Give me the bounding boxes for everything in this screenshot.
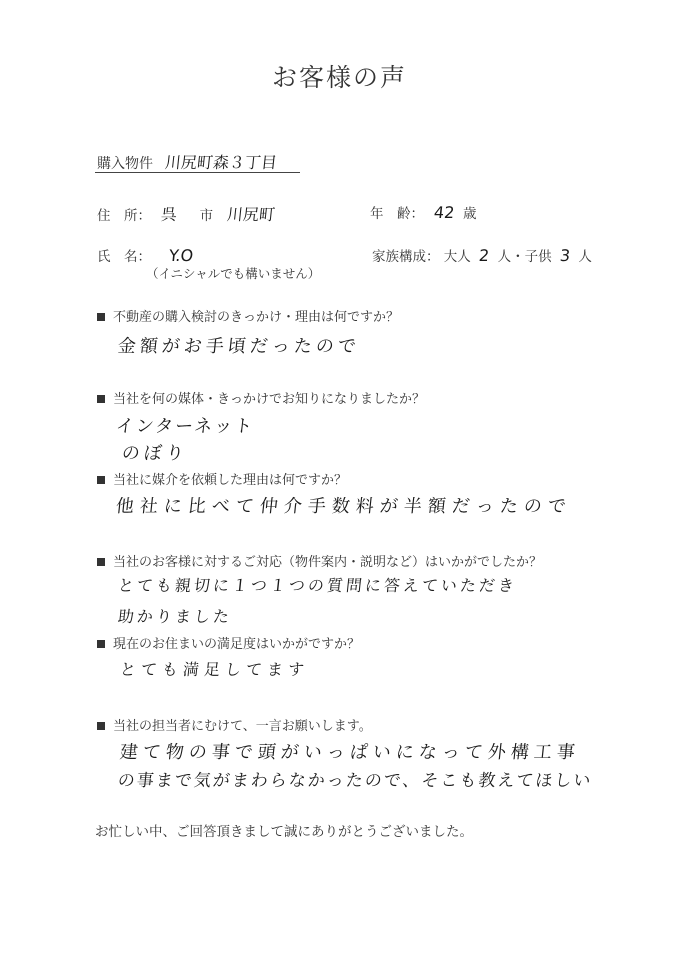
answer-5-line-1: とても満足してます xyxy=(118,660,310,679)
question-3: 当社に媒介を依頼した理由は何ですか？ xyxy=(97,469,347,488)
address-city-suffix: 市 xyxy=(199,208,214,224)
address-town: 川尻町 xyxy=(226,205,277,224)
family-label: 家族構成： xyxy=(372,249,440,265)
age-value: 42 xyxy=(433,203,456,222)
answer-4-line-1: とても親切に１つ１つの質問に答えていただき xyxy=(116,576,518,595)
question-5: 現在のお住まいの満足度はいかがですか？ xyxy=(97,633,360,652)
bullet-square-icon xyxy=(97,722,105,730)
family-adults-suffix: 人・子供 xyxy=(497,249,552,265)
question-6: 当社の担当者にむけて、一言お願いします。 xyxy=(97,715,372,734)
age-label: 年 齢： xyxy=(370,206,424,222)
property-field xyxy=(97,150,277,173)
family-children-value: 3 xyxy=(558,246,572,265)
page-title: お客様の声 xyxy=(271,63,407,92)
property-underline xyxy=(95,172,300,173)
answer-6-line-1: 建て物の事で頭がいっぱいになって外構工事 xyxy=(118,742,581,763)
bullet-square-icon xyxy=(97,558,105,566)
age-suffix: 歳 xyxy=(462,206,477,222)
answer-3-line-1: 他社に比べて仲介手数料が半額だったので xyxy=(114,496,573,517)
address-field xyxy=(97,202,275,225)
property-label: 購入物件 xyxy=(97,156,153,172)
answer-2-line-1: インターネット xyxy=(114,416,256,437)
answer-1-line-1: 金額がお手頃だったので xyxy=(116,336,361,357)
answer-6-line-2: の事まで気がまわらなかったので、そこも教えてほしい xyxy=(116,771,594,791)
name-field xyxy=(97,245,194,265)
family-adults-value: 2 xyxy=(478,246,491,265)
address-city: 呉 xyxy=(160,205,179,224)
question-2: 当社を何の媒体・きっかけでお知りになりましたか？ xyxy=(97,388,425,407)
question-1: 不動産の購入検討のきっかけ・理由は何ですか？ xyxy=(97,306,399,325)
family-children-suffix: 人 xyxy=(578,249,592,265)
property-value: 川尻町森３丁目 xyxy=(164,153,279,172)
bullet-square-icon xyxy=(97,640,105,648)
address-label: 住 所： xyxy=(97,208,151,224)
name-note: （イニシャルでも構いません） xyxy=(146,266,321,281)
bullet-square-icon xyxy=(97,476,105,484)
family-adults-label: 大人 xyxy=(443,249,471,265)
age-field xyxy=(370,202,476,222)
name-value: Y.O xyxy=(168,246,195,265)
bullet-square-icon xyxy=(97,395,105,403)
family-field xyxy=(372,245,592,265)
answer-2-line-2: のぼり xyxy=(120,443,189,464)
question-4: 当社のお客様に対するご対応（物件案内・説明など）はいかがでしたか？ xyxy=(97,551,542,570)
closing-message: お忙しい中、ご回答頂きまして誠にありがとうございました。 xyxy=(95,824,473,840)
name-label: 氏 名： xyxy=(97,249,151,265)
answer-4-line-2: 助かりました xyxy=(116,607,233,626)
bullet-square-icon xyxy=(97,313,105,321)
